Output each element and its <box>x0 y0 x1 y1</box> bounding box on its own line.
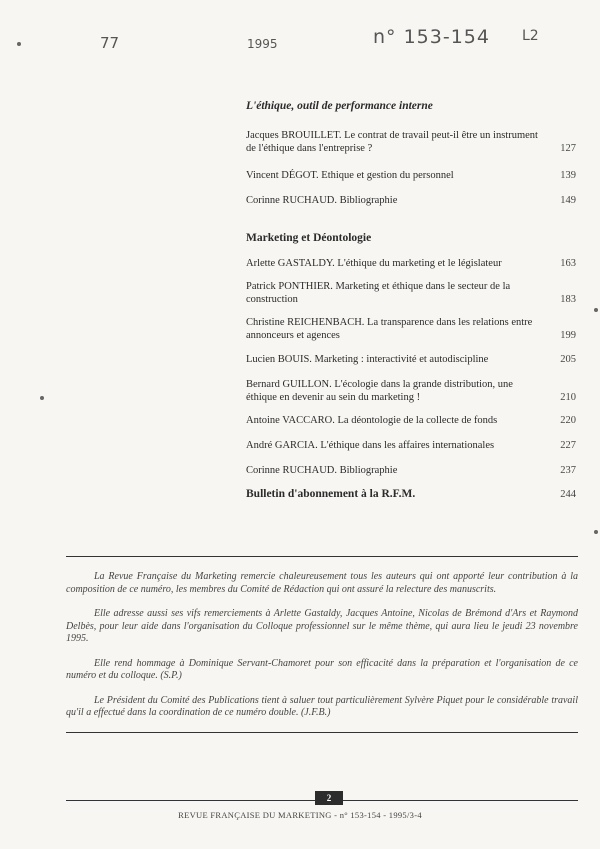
section-title-ethique: L'éthique, outil de performance interne <box>246 100 433 112</box>
acknowledgement-paragraph: La Revue Française du Marketing remercie chaleureusement tous les auteurs qui ont apporté leur contribution à la composition de ce numéro, les membres du Comité de Rédaction qui ont assuré la relecture des manuscrits. <box>66 571 578 595</box>
toc-entry-text: Vincent DÉGOT. Ethique et gestion du personnel <box>246 170 454 181</box>
bottom-divider <box>66 732 578 733</box>
toc-entry-text: Lucien BOUIS. Marketing : interactivité et autodiscipline <box>246 354 489 365</box>
top-divider <box>66 556 578 557</box>
toc-entry-text: Corinne RUCHAUD. Bibliographie <box>246 195 398 206</box>
toc-entry-text: Patrick PONTHIER. Marketing et éthique dans le secteur de la construction <box>246 281 511 305</box>
toc-entry-page: 205 <box>560 354 576 365</box>
toc-entry <box>246 280 576 306</box>
toc-entry <box>246 316 576 342</box>
toc-entry <box>246 378 576 404</box>
toc-entry-page: 210 <box>560 392 576 403</box>
toc-entry-text: Corinne RUCHAUD. Bibliographie <box>246 465 398 476</box>
handwritten-note-issue: n° 153-154 <box>373 26 490 48</box>
toc-entry <box>246 194 576 207</box>
toc-entry <box>246 439 576 452</box>
margin-mark <box>594 530 598 534</box>
acknowledgement-paragraph: Le Président du Comité des Publications tient à saluer tout particulièrement Sylvère Piquet pour le considérable travail qu'il a effectué dans la coordination de ce numéro double. (J.F.B.) <box>66 694 578 718</box>
toc-entry-text: Jacques BROUILLET. Le contrat de travail peut-il être un instrument de l'éthique dans l'entreprise ? <box>246 130 538 154</box>
toc-entry-text: Arlette GASTALDY. L'éthique du marketing et le législateur <box>246 258 502 269</box>
section-title-marketing: Marketing et Déontologie <box>246 232 372 244</box>
footer-journal-info: REVUE FRANÇAISE DU MARKETING - n° 153-154 - 1995/3-4 <box>178 810 422 820</box>
toc-entry-page: 237 <box>560 465 576 476</box>
toc-entry <box>246 414 576 427</box>
handwritten-note-l2: L2 <box>522 28 539 44</box>
toc-entry <box>246 353 576 366</box>
toc-entry-page: 163 <box>560 258 576 269</box>
toc-entry-page: 139 <box>560 170 576 181</box>
handwritten-note-year: 1995 <box>247 37 278 51</box>
toc-entry-page: 127 <box>560 143 576 154</box>
acknowledgement-paragraph: Elle rend hommage à Dominique Servant-Chamoret pour son efficacité dans la préparation et l'organisation de ce numéro et du colloque. (S.P.) <box>66 657 578 681</box>
bulletin-page: 244 <box>560 489 576 500</box>
margin-mark <box>17 42 21 46</box>
toc-entry <box>246 129 576 155</box>
toc-entry-text: Bernard GUILLON. L'écologie dans la grande distribution, une éthique en devenir au sein du marketing ! <box>246 379 513 403</box>
toc-entry-text: Antoine VACCARO. La déontologie de la collecte de fonds <box>246 415 498 426</box>
page-number: 2 <box>315 791 343 805</box>
toc-entry <box>246 169 576 182</box>
toc-entry-text: André GARCIA. L'éthique dans les affaires internationales <box>246 440 495 451</box>
toc-entry <box>246 464 576 477</box>
acknowledgement-paragraph: Elle adresse aussi ses vifs remerciements à Arlette Gastaldy, Jacques Antoine, Nicolas de Brémond d'Ars et Raymond Delbès, pour leur aide dans l'organisation du Colloque professionnel sur le même thème, qui aura lieu le jeudi 23 novembre 1995. <box>66 608 578 644</box>
toc-entry-page: 183 <box>560 294 576 305</box>
toc-entry-page: 149 <box>560 195 576 206</box>
toc-entry-page: 199 <box>560 330 576 341</box>
bulletin-text: Bulletin d'abonnement à la R.F.M. <box>246 488 416 500</box>
margin-mark <box>40 396 44 400</box>
margin-mark <box>594 308 598 312</box>
toc-entry-text: Christine REICHENBACH. La transparence dans les relations entre annonceurs et agences <box>246 317 533 341</box>
toc-entry <box>246 257 576 270</box>
table-of-contents <box>246 100 576 501</box>
toc-entry-page: 227 <box>560 440 576 451</box>
toc-entry-page: 220 <box>560 415 576 426</box>
acknowledgements-block <box>66 556 578 733</box>
toc-entry-bulletin <box>246 488 576 501</box>
handwritten-note-77: 77 <box>100 34 120 52</box>
